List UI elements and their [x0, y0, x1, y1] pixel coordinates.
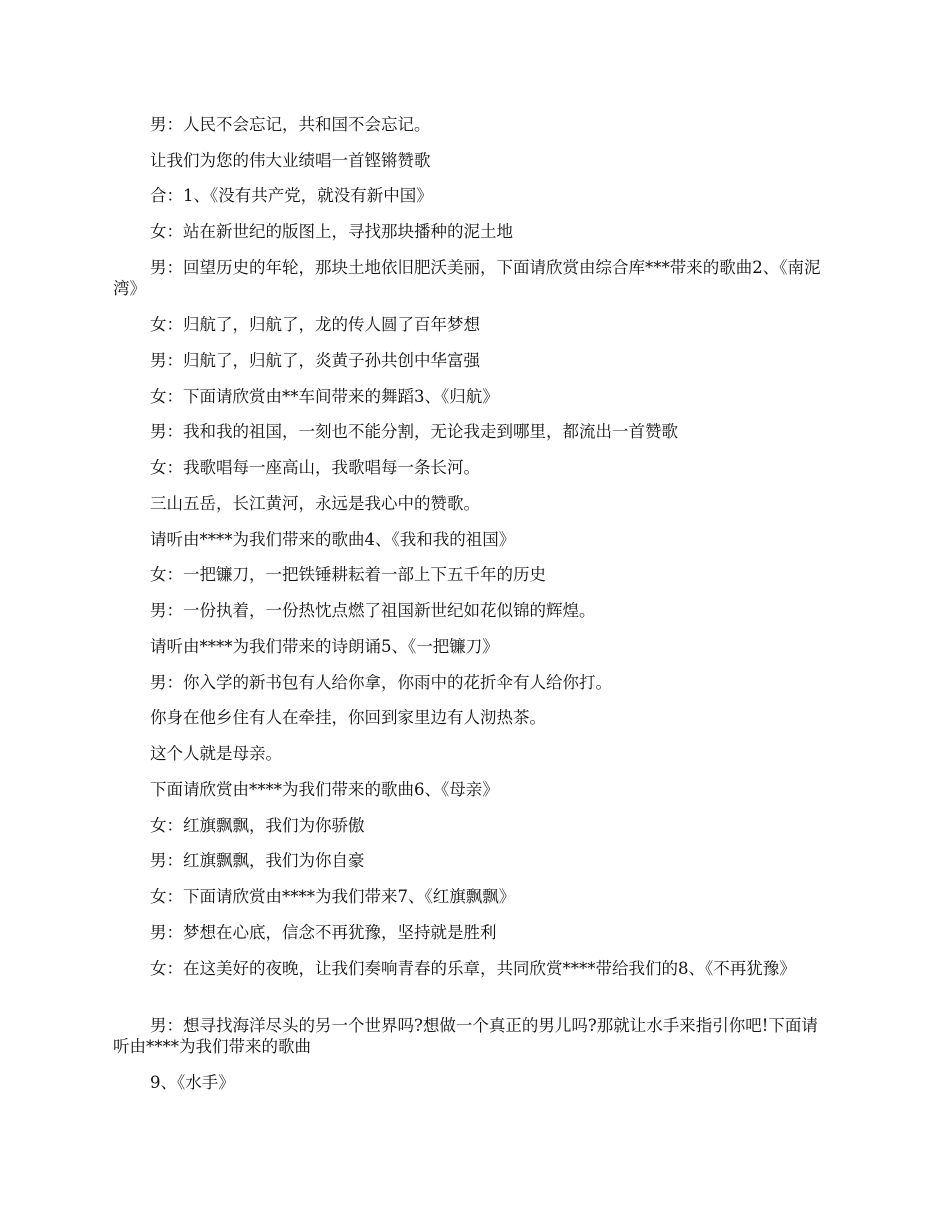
paragraph-25: 男：想寻找海洋尽头的另一个世界吗?想做一个真正的男儿吗?那就让水手来指引你吧!下面请听由****为我们带来的歌曲	[113, 1016, 818, 1056]
paragraph-3: 合：1、《没有共产党，就没有新中国》	[150, 186, 433, 205]
paragraph-22: 女：下面请欣赏由****为我们带来7、《红旗飘飘》	[150, 887, 516, 906]
paragraph-13: 女：一把镰刀，一把铁锤耕耘着一部上下五千年的历史	[150, 565, 546, 584]
paragraph-16: 男：你入学的新书包有人给你拿，你雨中的花折伞有人给你打。	[150, 673, 612, 692]
paragraph-1: 男：人民不会忘记，共和国不会忘记。	[150, 115, 431, 134]
paragraph-9: 男：我和我的祖国，一刻也不能分割，无论我走到哪里，都流出一首赞歌	[150, 422, 678, 441]
paragraph-12: 请听由****为我们带来的歌曲4、《我和我的祖国》	[150, 530, 516, 549]
paragraph-7: 男：归航了，归航了，炎黄子孙共创中华富强	[150, 351, 480, 370]
paragraph-10: 女：我歌唱每一座高山，我歌唱每一条长河。	[150, 458, 480, 477]
paragraph-4: 女：站在新世纪的版图上，寻找那块播种的泥土地	[150, 222, 513, 241]
paragraph-18: 这个人就是母亲。	[150, 744, 282, 763]
paragraph-24: 女：在这美好的夜晚，让我们奏响青春的乐章，共同欣赏****带给我们的8、《不再犹豫》	[150, 959, 796, 978]
paragraph-26: 9、《水手》	[150, 1073, 235, 1092]
paragraph-5: 男：回望历史的年轮，那块土地依旧肥沃美丽，下面请欣赏由综合库***带来的歌曲2、《南泥湾》	[113, 258, 821, 298]
paragraph-20: 女：红旗飘飘，我们为你骄傲	[150, 816, 365, 835]
paragraph-14: 男：一份执着，一份热忱点燃了祖国新世纪如花似锦的辉煌。	[150, 601, 596, 620]
paragraph-23: 男：梦想在心底，信念不再犹豫，坚持就是胜利	[150, 923, 497, 942]
paragraph-6: 女：归航了，归航了，龙的传人圆了百年梦想	[150, 315, 480, 334]
paragraph-15: 请听由****为我们带来的诗朗诵5、《一把镰刀》	[150, 637, 499, 656]
paragraph-19: 下面请欣赏由****为我们带来的歌曲6、《母亲》	[150, 780, 499, 799]
paragraph-11: 三山五岳，长江黄河，永远是我心中的赞歌。	[150, 494, 480, 513]
paragraph-8: 女：下面请欣赏由**车间带来的舞蹈3、《归航》	[150, 387, 499, 406]
paragraph-2: 让我们为您的伟大业绩唱一首铿锵赞歌	[150, 151, 431, 170]
paragraph-21: 男：红旗飘飘，我们为你自豪	[150, 851, 365, 870]
paragraph-17: 你身在他乡住有人在牵挂，你回到家里边有人沏热茶。	[150, 708, 546, 727]
